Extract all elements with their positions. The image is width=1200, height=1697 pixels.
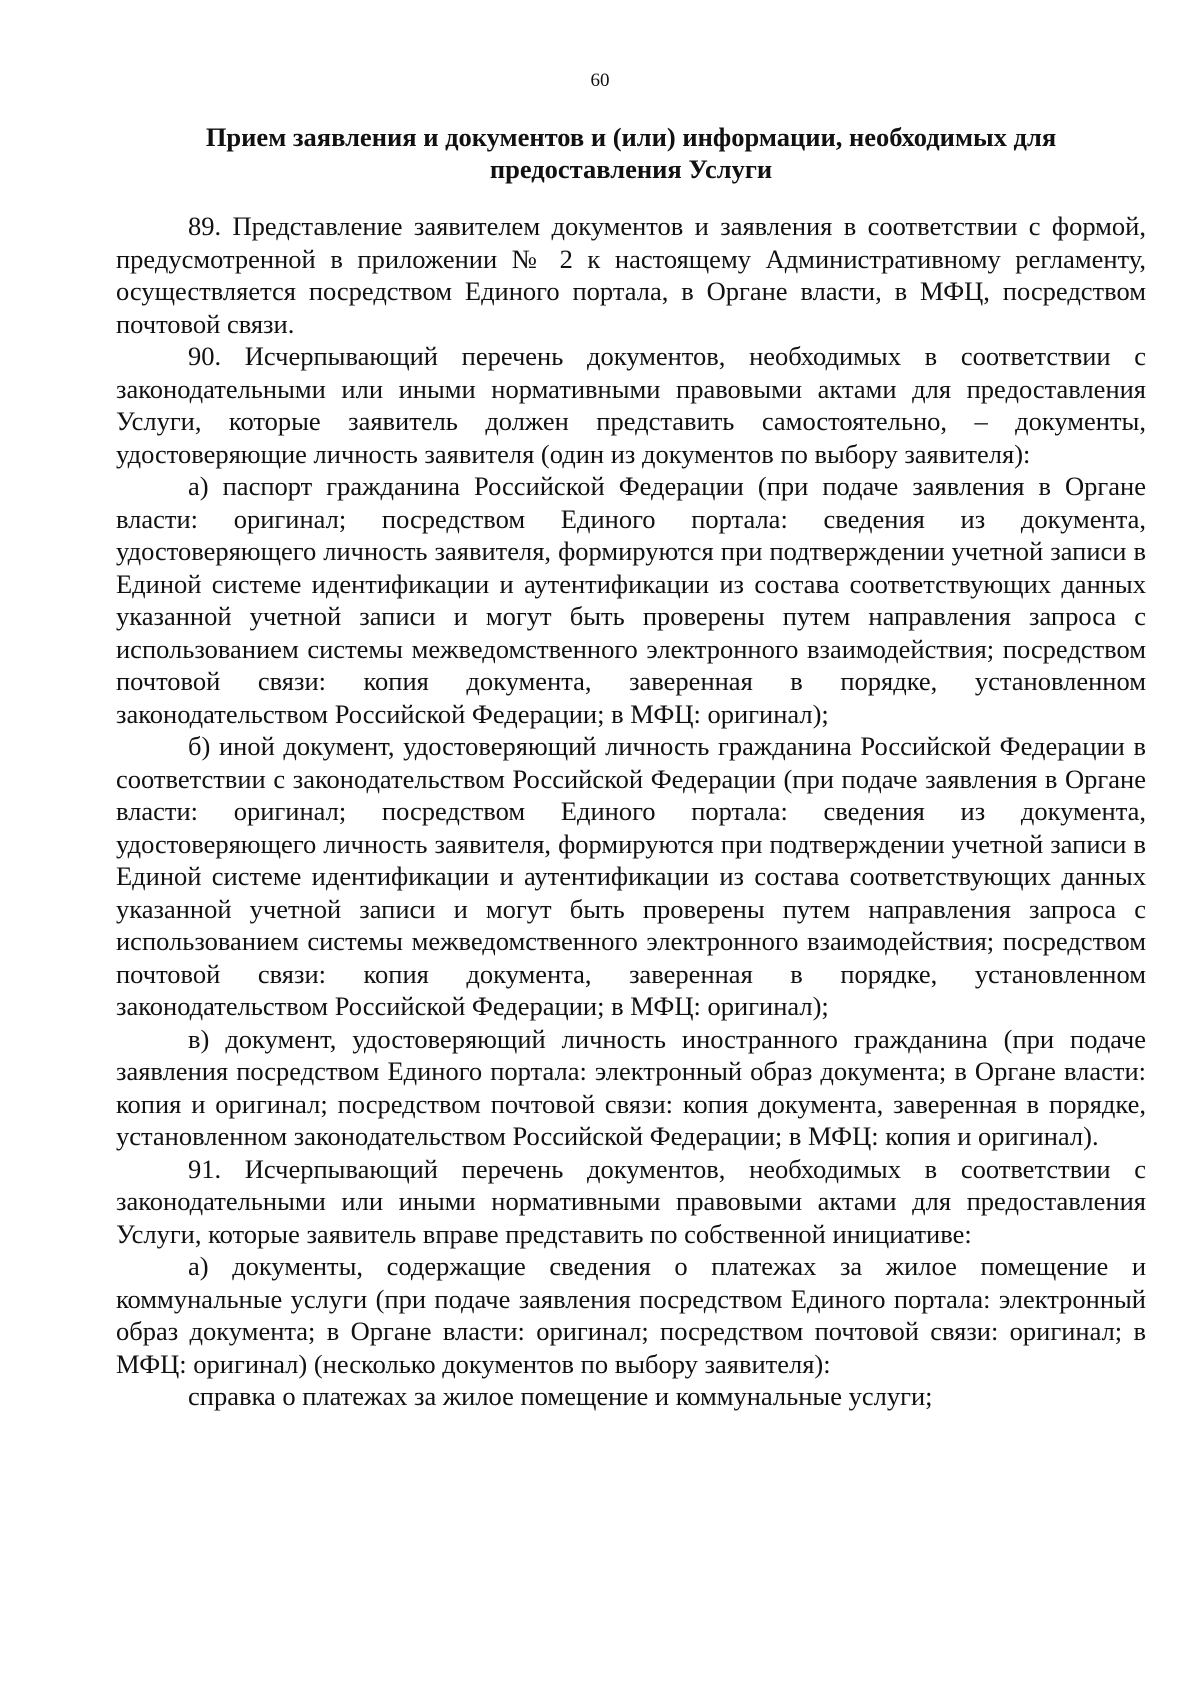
page-number: 60 xyxy=(590,70,610,91)
section-heading xyxy=(116,121,1146,185)
document-body xyxy=(116,210,1146,1413)
paragraph-91-item-a-entry: справка о платежах за жилое помещение и коммунальные услуги; xyxy=(188,1381,933,1411)
paragraph-90-item-a: а) паспорт гражданина Российской Федерации (при подаче заявления в Органе власти: оригинал; посредством Единого портала: сведения из документа, удостоверяющего личность заявителя, формируются при подтверждении учетной записи в Единой системе идентификации и аутентификации из состава соответствующих данных указанной учетной записи и могут быть проверены путем направления запроса с использованием системы межведомственного электронного взаимодействия; посредством почтовой связи: копия документа, заверенная в порядке, установленном законодательством Российской Федерации; в МФЦ: оригинал); xyxy=(116,471,1146,729)
paragraph-90: 90. Исчерпывающий перечень документов, необходимых в соответствии с законодательными или иными нормативными правовыми актами для предоставления Услуги, которые заявитель должен представить самостоятельно, – документы, удостоверяющие личность заявителя (один из документов по выбору заявителя): xyxy=(116,341,1146,469)
paragraph-89: 89. Представление заявителем документов и заявления в соответствии с формой, предусмотренной в приложении № 2 к настоящему Административному регламенту, осуществляется посредством Единого портала, в Органе власти, в МФЦ, посредством почтовой связи. xyxy=(116,211,1146,339)
paragraph-90-item-b: б) иной документ, удостоверяющий личность гражданина Российской Федерации в соответствии с законодательством Российской Федерации (при подаче заявления в Органе власти: оригинал; посредством Единого портала: сведения из документа, удостоверяющего личность заявителя, формируются при подтверждении учетной записи в Единой системе идентификации и аутентификации из состава соответствующих данных указанной учетной записи и могут быть проверены путем направления запроса с использованием системы межведомственного электронного взаимодействия; посредством почтовой связи: копия документа, заверенная в порядке, установленном законодательством Российской Федерации; в МФЦ: оригинал); xyxy=(116,731,1146,1021)
paragraph-90-item-c: в) документ, удостоверяющий личность иностранного гражданина (при подаче заявления посредством Единого портала: электронный образ документа; в Органе власти: копия и оригинал; посредством почтовой связи: копия документа, заверенная в порядке, установленном законодательством Российской Федерации; в МФЦ: копия и оригинал). xyxy=(116,1023,1146,1151)
section-heading-line-2: предоставления Услуги xyxy=(489,154,773,184)
paragraph-91-item-a: а) документы, содержащие сведения о платежах за жилое помещение и коммунальные услуги (при подаче заявления посредством Единого портала: электронный образ документа; в Органе власти: оригинал; посредством почтовой связи: оригинал; в МФЦ: оригинал) (несколько документов по выбору заявителя): xyxy=(116,1251,1146,1379)
paragraph-91: 91. Исчерпывающий перечень документов, необходимых в соответствии с законодательными или иными нормативными правовыми актами для предоставления Услуги, которые заявитель вправе представить по собственной инициативе: xyxy=(116,1153,1146,1249)
section-heading-line-1: Прием заявления и документов и (или) информации, необходимых для xyxy=(205,122,1057,152)
